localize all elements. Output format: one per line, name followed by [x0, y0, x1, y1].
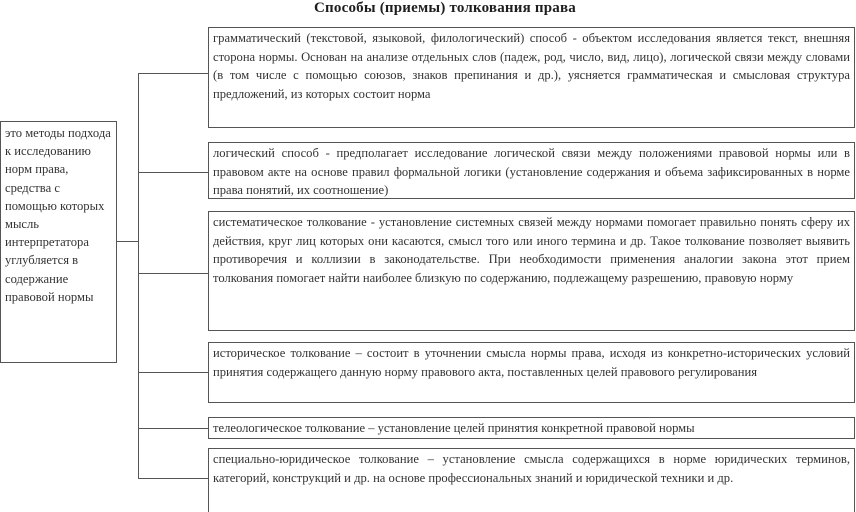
method-box-grammatical: грамматический (текстовой, языковой, филологический) способ - объектом исследования является текст, внешняя сторона нормы. Основан на анализе отдельных слов (падеж, род, число, вид, лицо), логической связи между словами (в том числе с помощью союзов, знаков препинания и др.), уясняется грамматическая и смысловая структура предложений, из которых состоит норма: [208, 27, 855, 128]
method-box-logical: логический способ - предполагает исследование логической связи между положениями правовой нормы или в правовом акте на основе правил формальной логики (установление содержания и объема зафиксированных в норме права понятий, их соотношение): [208, 142, 855, 199]
diagram-title: Способы (приемы) толкования права: [314, 0, 576, 16]
connector-stem: [117, 241, 138, 242]
method-box-special-legal: специально-юридическое толкование – установление смысла содержащихся в норме юридических терминов, категорий, конструкций и др. на основе профессиональных знаний и юридической техники и др.: [208, 448, 855, 512]
method-box-systematic: систематическое толкование - установление системных связей между нормами помогает правильно понять сферу их действия, круг лиц которых они касаются, смысл того или иного термина и др. Такое толкование позволяет выявить противоречия и коллизии в законодательстве. При необходимости применения аналогии закона этот прием толкования помогает найти наиболее близкую по содержанию, подлежащему разрешению, правовую норму: [208, 211, 855, 331]
connector-branch-5: [138, 428, 208, 429]
connector-branch-2: [138, 172, 208, 173]
connector-branch-1: [138, 73, 208, 74]
method-box-teleological: телеологическое толкование – установление целей принятия конкретной правовой нормы: [208, 417, 855, 439]
connector-branch-4: [138, 372, 208, 373]
connector-branch-3: [138, 273, 208, 274]
definition-box: это методы подхода к исследованию норм права, средства с помощью которых мысль интерпретатора углубляется в содержание правовой нормы: [0, 121, 117, 363]
connector-branch-6: [138, 478, 208, 479]
method-box-historical: историческое толкование – состоит в уточнении смысла нормы права, исходя из конкретно-исторических условий принятия содержащего данную норму правового акта, поставленных целей правового регулирования: [208, 342, 855, 403]
connector-spine: [138, 73, 139, 478]
